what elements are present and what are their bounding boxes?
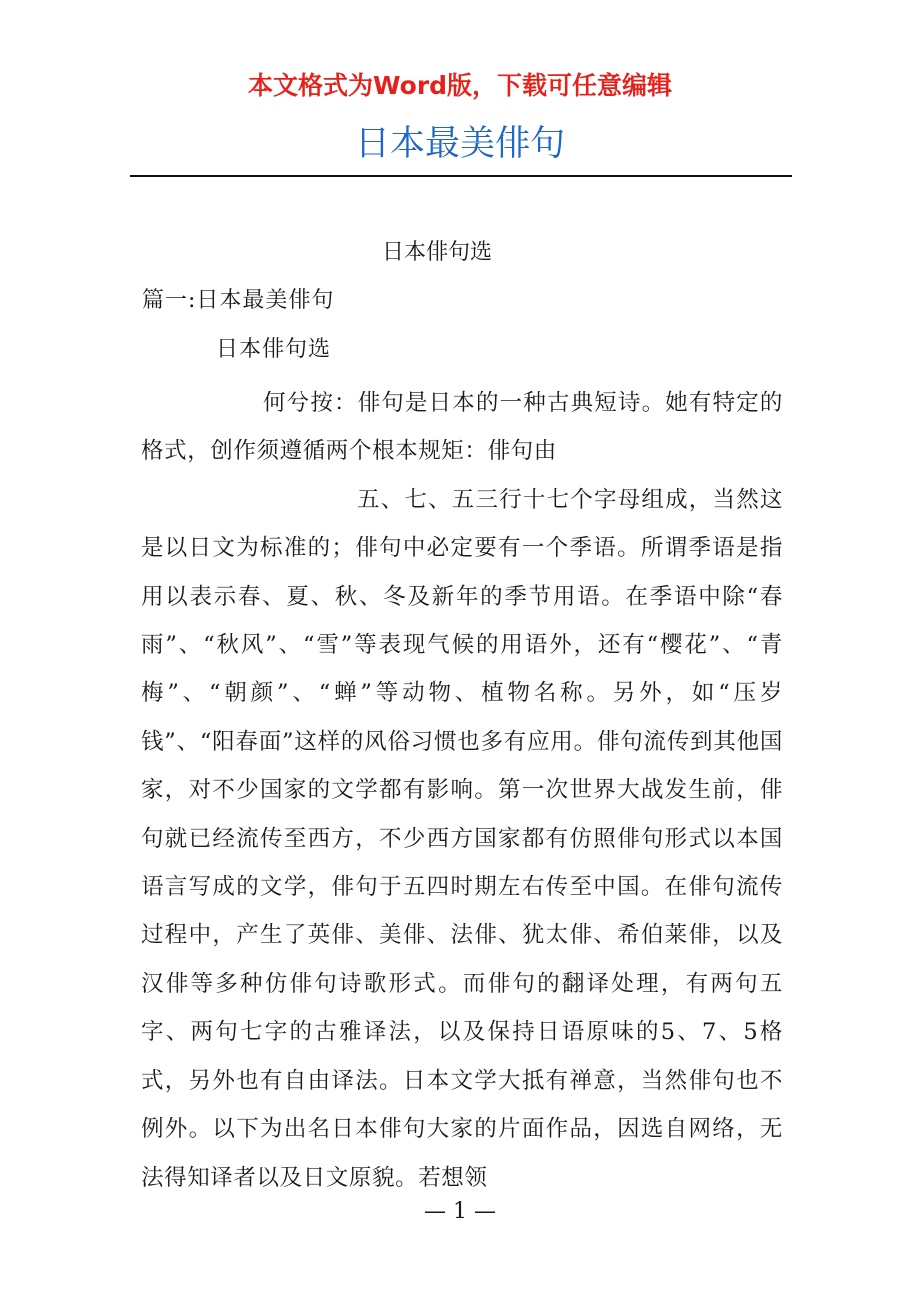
body-text	[141, 379, 783, 1202]
format-notice-banner: 本文格式为Word版，下载可任意编辑	[247, 71, 673, 100]
paragraph-intro: 何兮按：俳句是日本的一种古典短诗。她有特定的格式，创作须遵循两个根本规矩：俳句由	[141, 390, 783, 465]
document-title: 日本最美俳句	[354, 124, 565, 164]
section-subheading: 日本俳句选	[216, 337, 332, 362]
section-heading: 篇一:日本最美俳句	[142, 288, 335, 313]
document-subtitle: 日本俳句选	[381, 240, 492, 265]
title-divider	[130, 175, 792, 177]
paragraph-main: 五、七、五三行十七个字母组成，当然这是以日文为标准的；俳句中必定要有一个季语。所谓季语是指用以表示春、夏、秋、冬及新年的季节用语。在季语中除“春雨”、“秋风”、“雪”等表现气候的用语外，还有“樱花”、“青梅”、“朝颜”、“蝉”等动物、植物名称。另外，如“压岁钱”、“阳春面”这样的风俗习惯也多有应用。俳句流传到其他国家，对不少国家的文学都有影响。第一次世界大战发生前，俳句就已经流传至西方，不少西方国家都有仿照俳句形式以本国语言写成的文学，俳句于五四时期左右传至中国。在俳句流传过程中，产生了英俳、美俳、法俳、犹太俳、希伯莱俳，以及汉俳等多种仿俳句诗歌形式。而俳句的翻译处理，有两句五字、两句七字的古雅译法，以及保持日语原味的5、7、5格式，另外也有自由译法。日本文学大抵有禅意，当然俳句也不例外。以下为出名日本俳句大家的片面作品，因选自网络，无法得知译者以及日文原貌。若想领	[141, 486, 783, 1191]
page-number: — 1 —	[424, 1199, 496, 1224]
